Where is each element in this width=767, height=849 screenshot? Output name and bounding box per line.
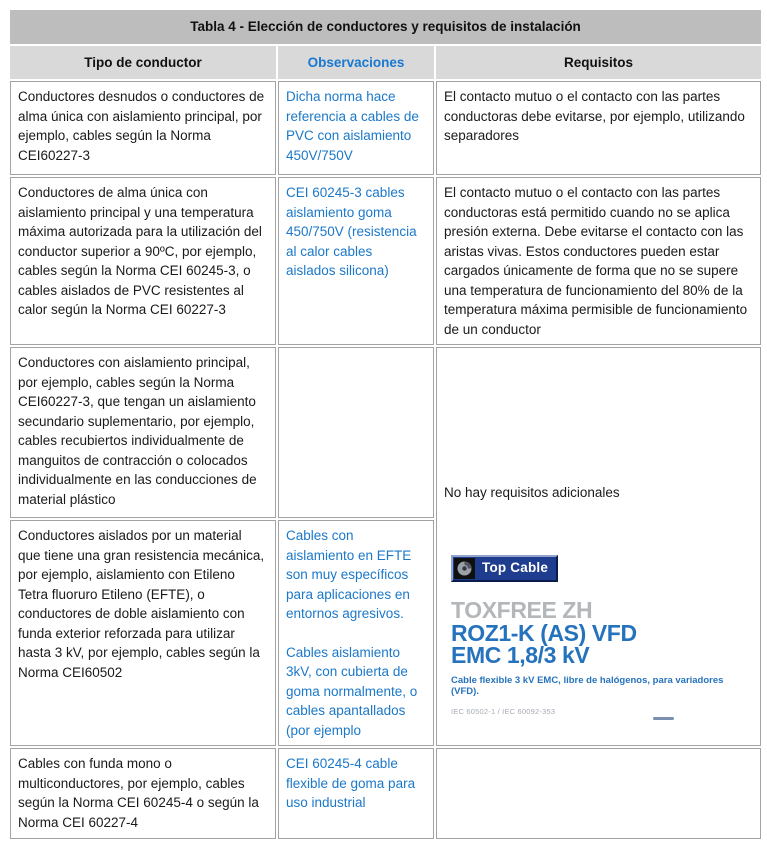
cell-tipo-1: Conductores desnudos o conductores de alma única con aislamiento principal, por ejemplo, cables según la Norma CEI60227-3 [10,81,276,175]
cell-observaciones-4 [278,520,434,746]
product-series-name: TOXFREE ZH [451,597,593,623]
cell-observaciones-1: Dicha norma hace referencia a cables de PVC con aislamiento 450V/750V [278,81,434,175]
conductor-table [8,8,763,841]
cable-image-fragment [653,717,674,720]
cell-requisitos-5 [436,748,761,839]
no-requirements-text: No hay requisitos adicionales [444,485,620,500]
column-header-tipo: Tipo de conductor [10,46,276,80]
cell-observaciones-3 [278,347,434,518]
product-model-name: ROZ1-K (AS) VFD [451,619,637,646]
table-row [10,347,761,518]
cell-tipo-4: Conductores aislados por un material que tiene una gran resistencia mecánica, por ejemplo, aislamiento con Etileno Tetra fluoruro Etileno (EFTE), o conductores de doble aislamiento con funda exterior reforzada para utilizar hasta 3 kV, por ejemplo, cables según la Norma CEI60502 [10,520,276,746]
cell-tipo-5: Cables con funda mono o multiconductores, por ejemplo, cables según la Norma CEI 60245-4 o según la Norma CEI 60227-4 [10,748,276,839]
observaciones-paragraph-2: Cables aislamiento 3kV, con cubierta de goma normalmente, o cables apantallados (por ejemplo [286,644,418,738]
product-headings [451,599,743,667]
column-header-observaciones: Observaciones [278,46,434,80]
top-cable-logo [451,555,558,582]
product-standards-row [451,702,743,722]
table-header-row [10,46,761,80]
observaciones-paragraph-1: Cables con aislamiento en EFTE son muy específicos para aplicaciones en entornos agresivos. [286,528,412,621]
cell-observaciones-2: CEI 60245-3 cables aislamiento goma 450/750V (resistencia al calor cables aislados silicona) [278,177,434,345]
product-subtitle: Cable flexible 3 kV EMC, libre de halógenos, para variadores (VFD). [451,674,724,697]
table-row [10,81,761,175]
product-rating: EMC 1,8/3 kV [451,642,590,668]
table-row [10,748,761,839]
cell-requisitos-1: El contacto mutuo o el contacto con las partes conductoras debe evitarse, por ejemplo, utilizando separadores [436,81,761,175]
column-header-requisitos: Requisitos [436,46,761,80]
product-card [451,555,743,722]
product-standards: IEC 60502-1 / IEC 60092-353 [451,706,556,716]
top-cable-logo-text: Top Cable [482,560,549,576]
paragraph-spacer [286,624,425,643]
table-title-row [10,10,761,44]
table-row [10,177,761,345]
cell-requisitos-2: El contacto mutuo o el contacto con las partes conductoras está permitido cuando no se aplica presión externa. Debe evitarse el contacto con las aristas vivas. Estos conductores pueden estar cargados únicamente de forma que no se supere una temperatura de funcionamiento del 80% de la temperatura máxima permisible de funcionamiento de un conductor [436,177,761,345]
cell-tipo-3: Conductores con aislamiento principal, por ejemplo, cables según la Norma CEI60227-3, que tengan un aislamiento secundario suplementario, por ejemplo, cables recubiertos individualmente de manguitos de contracción o colocados individualmente en las conducciones de material plástico [10,347,276,518]
table-title: Tabla 4 - Elección de conductores y requisitos de instalación [10,10,761,44]
cell-tipo-2: Conductores de alma única con aislamiento principal y una temperatura máxima autorizada para la utilización del conductor superior a 90ºC, por ejemplo, cables según la Norma CEI 60245-3, o cables aislados de PVC resistentes al calor según la Norma CEI 60227-3 [10,177,276,345]
cell-requisitos-merged [436,347,761,746]
merged-cell-content [444,353,752,721]
cable-reel-icon [454,558,475,579]
cell-observaciones-5: CEI 60245-4 cable flexible de goma para uso industrial [278,748,434,839]
